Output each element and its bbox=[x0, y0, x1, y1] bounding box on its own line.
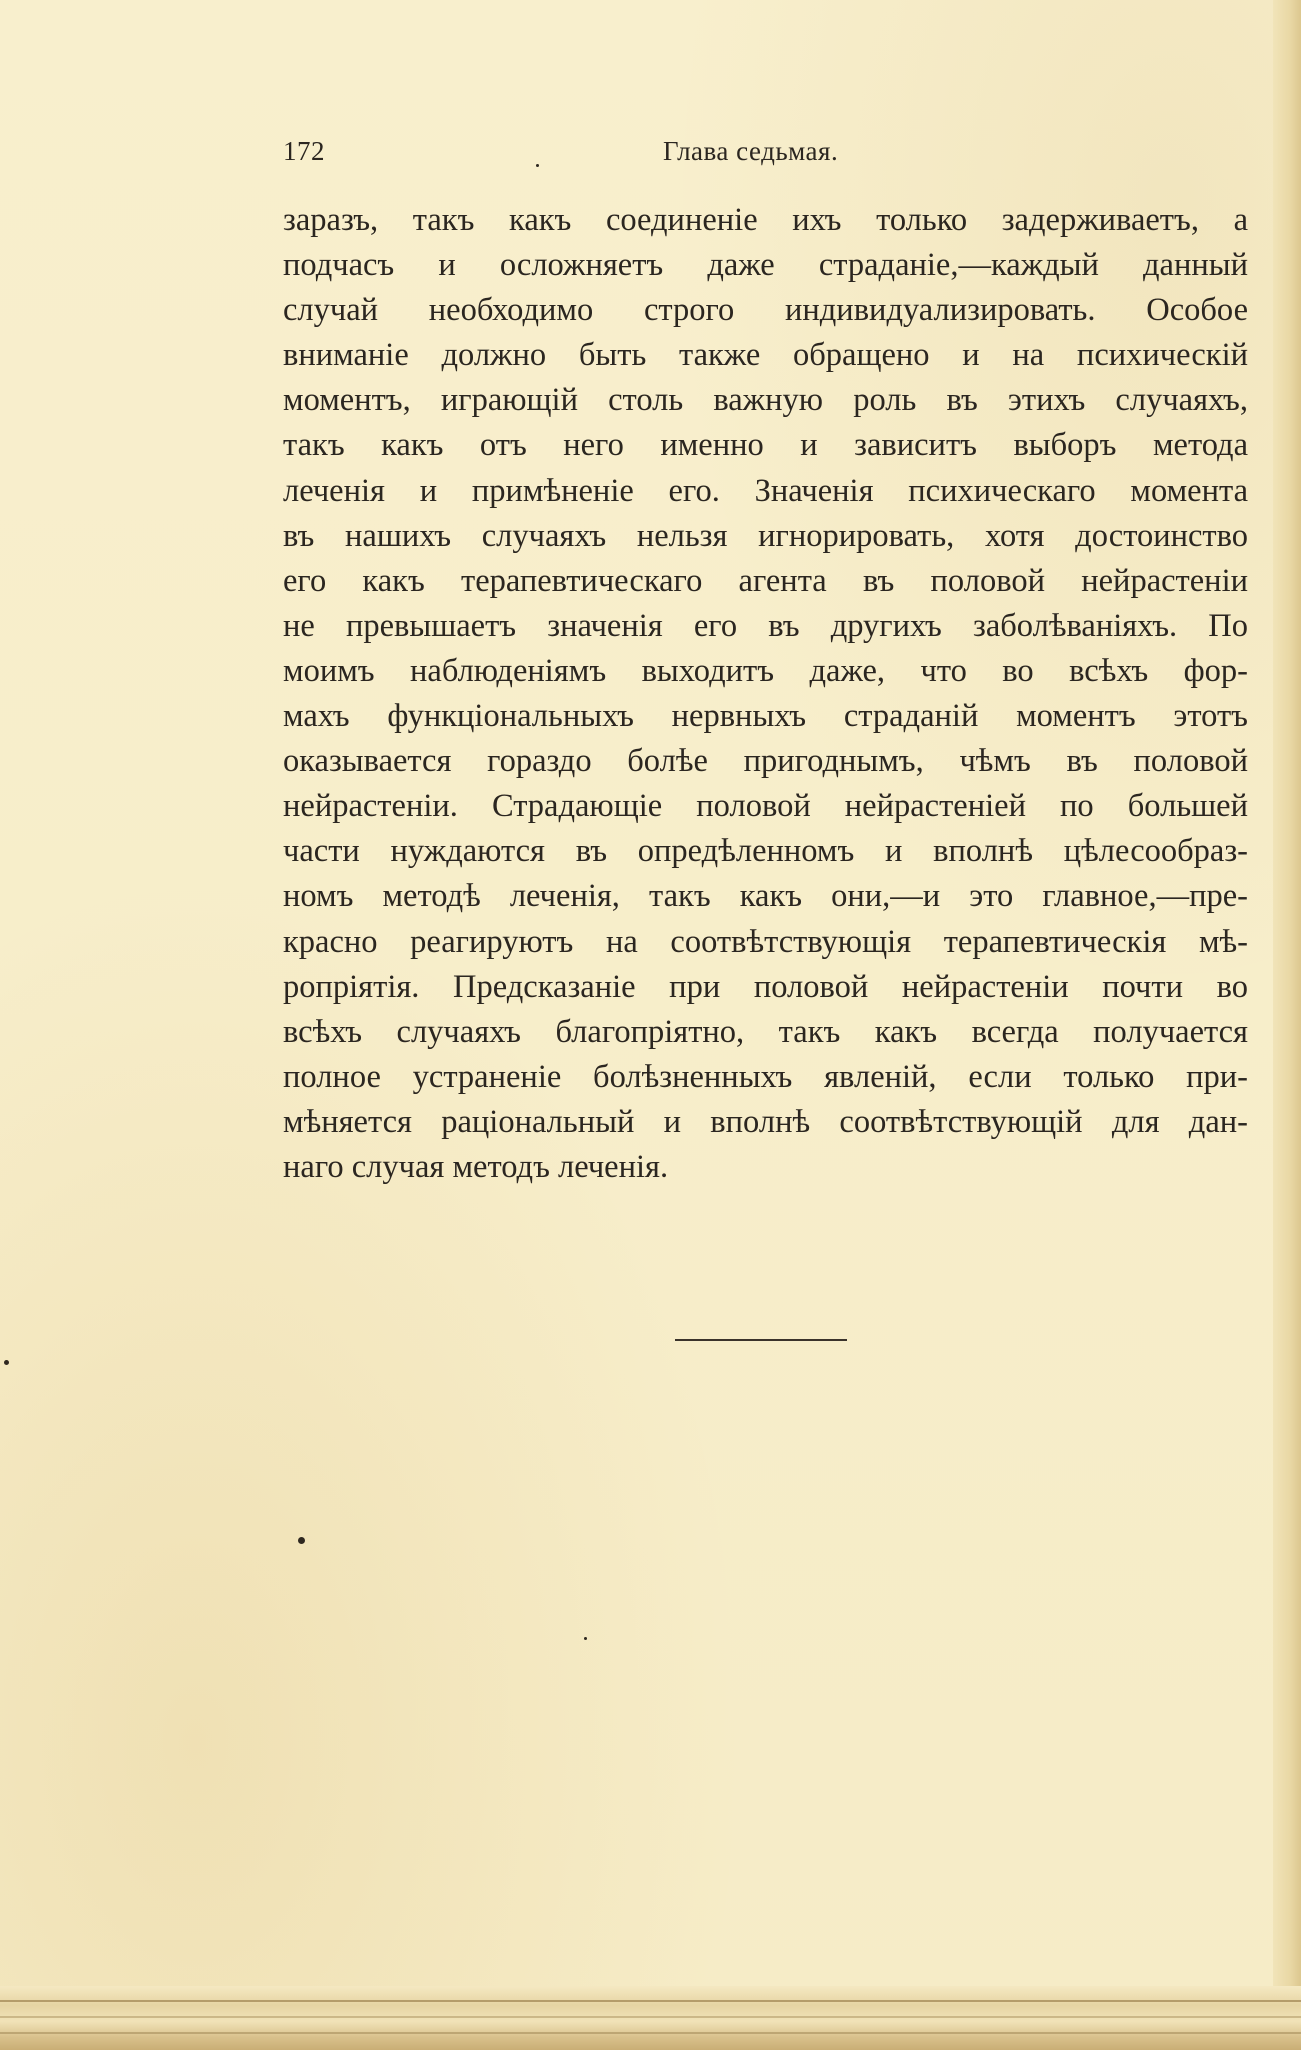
text-line: случай необходимо строго индивидуализировать. Особое bbox=[283, 292, 1248, 329]
text-line: моимъ наблюденiямъ выходитъ даже, что во всѣхъ фор- bbox=[283, 652, 1248, 689]
body-text bbox=[283, 198, 1248, 1190]
text-line: всѣхъ случаяхъ благопрiятно, такъ какъ всегда получается bbox=[283, 1013, 1248, 1050]
page-edge-line bbox=[0, 2016, 1301, 2018]
text-line: красно реагируютъ на соотвѣтствующiя терапевтическiя мѣ- bbox=[283, 923, 1248, 960]
page-edge-line bbox=[0, 2032, 1301, 2034]
text-line-last: наго случая методъ леченiя. bbox=[283, 1148, 669, 1185]
text-line: вниманiе должно быть также обращено и на психическiй bbox=[283, 337, 1248, 374]
text-line: мѣняется рацiональный и вполнѣ соотвѣтствующiй для дан- bbox=[283, 1103, 1248, 1140]
text-line: нейрастенiи. Страдающiе половой нейрастенiей по большей bbox=[283, 788, 1248, 825]
chapter-title: Глава седьмая. bbox=[663, 136, 839, 166]
text-line: оказывается гораздо болѣе пригоднымъ, чѣмъ въ половой bbox=[283, 743, 1248, 780]
text-line: части нуждаются въ опредѣленномъ и вполнѣ цѣлесообраз- bbox=[283, 833, 1248, 870]
text-line: его какъ терапевтическаго агента въ половой нейрастенiи bbox=[283, 562, 1248, 599]
ink-speck bbox=[536, 164, 539, 167]
text-line: махъ функцiональныхъ нервныхъ страданiй моментъ этотъ bbox=[283, 698, 1248, 735]
text-line: номъ методѣ леченiя, такъ какъ они,—и это главное,—пре- bbox=[283, 878, 1248, 915]
text-line: въ нашихъ случаяхъ нельзя игнорировать, хотя достоинство bbox=[283, 517, 1248, 554]
text-line: заразъ, такъ какъ соединенiе ихъ только задерживаетъ, а bbox=[283, 202, 1248, 238]
text-line: не превышаетъ значенiя его въ другихъ заболѣванiяхъ. По bbox=[283, 607, 1248, 644]
running-header bbox=[283, 136, 863, 176]
ink-speck bbox=[298, 1537, 305, 1544]
page-number: 172 bbox=[283, 136, 325, 166]
page-edge-line bbox=[0, 2000, 1301, 2002]
text-line: подчасъ и осложняетъ даже страданiе,—каждый данный bbox=[283, 247, 1248, 284]
text-line: такъ какъ отъ него именно и зависитъ выборъ метода bbox=[283, 427, 1248, 464]
text-line: полное устраненiе болѣзненныхъ явленiй, если только при- bbox=[283, 1058, 1248, 1095]
ink-speck bbox=[584, 1637, 587, 1640]
text-line: леченiя и примѣненiе его. Значенiя психическаго момента bbox=[283, 472, 1248, 509]
page-edge-right bbox=[1273, 0, 1301, 2050]
section-end-rule bbox=[675, 1339, 847, 1341]
text-line: моментъ, играющiй столь важную роль въ этихъ случаяхъ, bbox=[283, 382, 1248, 419]
page-edge-bottom bbox=[0, 1986, 1301, 2050]
ink-speck bbox=[4, 1360, 9, 1365]
text-line: ропрiятiя. Предсказанiе при половой нейрастенiи почти во bbox=[283, 968, 1248, 1005]
